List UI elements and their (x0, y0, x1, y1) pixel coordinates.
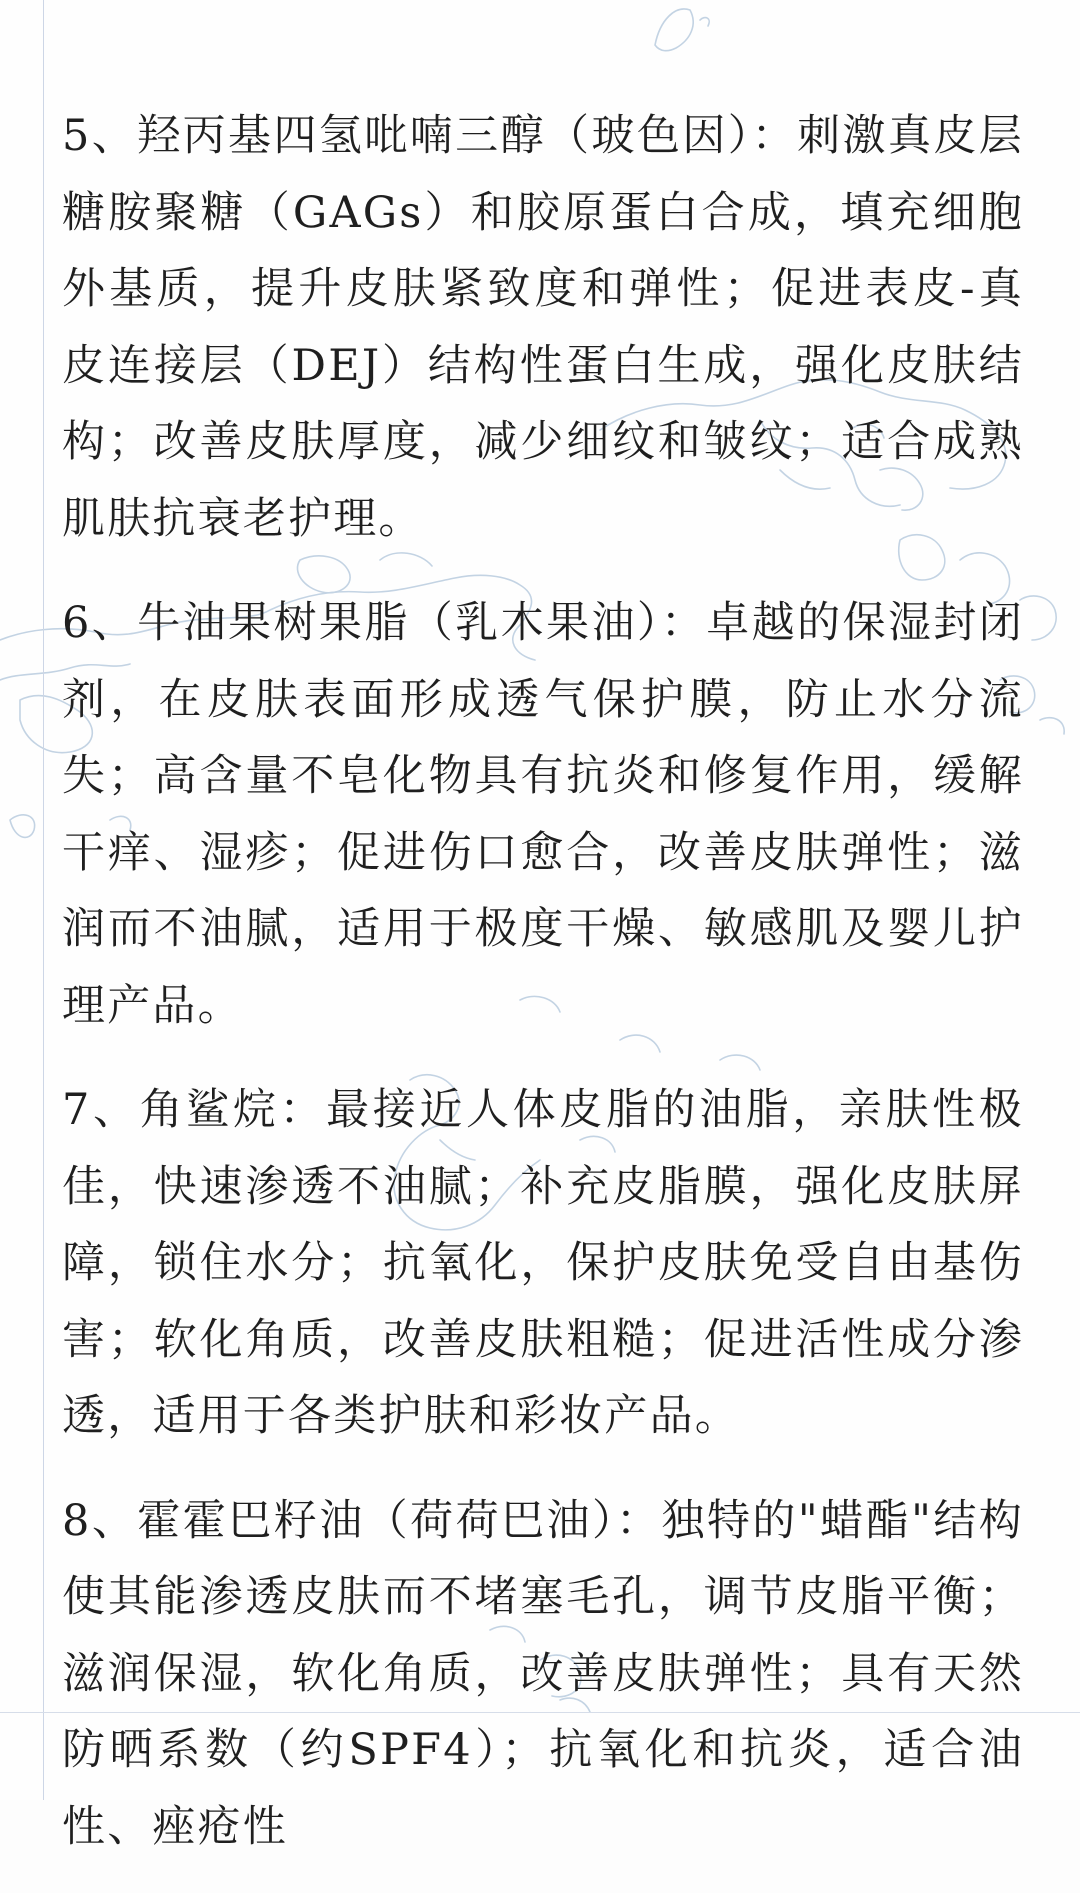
paragraph-7-squalane: 7、角鲨烷：最接近人体皮脂的油脂，亲肤性极佳，快速渗透不油腻；补充皮脂膜，强化皮肤屏障，锁住水分；抗氧化，保护皮肤免受自由基伤害；软化角质，改善皮肤粗糙；促进活性成分渗透，适用于各类护肤和彩妆产品。 (62, 1085, 1024, 1441)
paragraph-8-jojoba-oil: 8、霍霍巴籽油（荷荷巴油）：独特的"蜡酯"结构使其能渗透皮肤而不堵塞毛孔，调节皮脂平衡；滋润保湿，软化角质，改善皮肤弹性；具有天然防晒系数（约SPF4）；抗氧化和抗炎，适合油性、痤疮性 (62, 1495, 1024, 1852)
paragraph-6-shea-butter: 6、牛油果树果脂（乳木果油）：卓越的保湿封闭剂，在皮肤表面形成透气保护膜，防止水分流失；高含量不皂化物具有抗炎和修复作用，缓解干痒、湿疹；促进伤口愈合，改善皮肤弹性；滋润而不油腻，适用于极度干燥、敏感肌及婴儿护理产品。 (62, 598, 1024, 1031)
article-body (62, 98, 1024, 1893)
paragraph-5-hydroxypropyl-tetrahydropyrantriol: 5、羟丙基四氢吡喃三醇（玻色因）：刺激真皮层糖胺聚糖（GAGs）和胶原蛋白合成，填充细胞外基质，提升皮肤紧致度和弹性；促进表皮-真皮连接层（DEJ）结构性蛋白生成，强化皮肤结构；改善皮肤厚度，减少细纹和皱纹；适合成熟肌肤抗衰老护理。 (62, 111, 1024, 544)
margin-line (43, 0, 44, 1800)
